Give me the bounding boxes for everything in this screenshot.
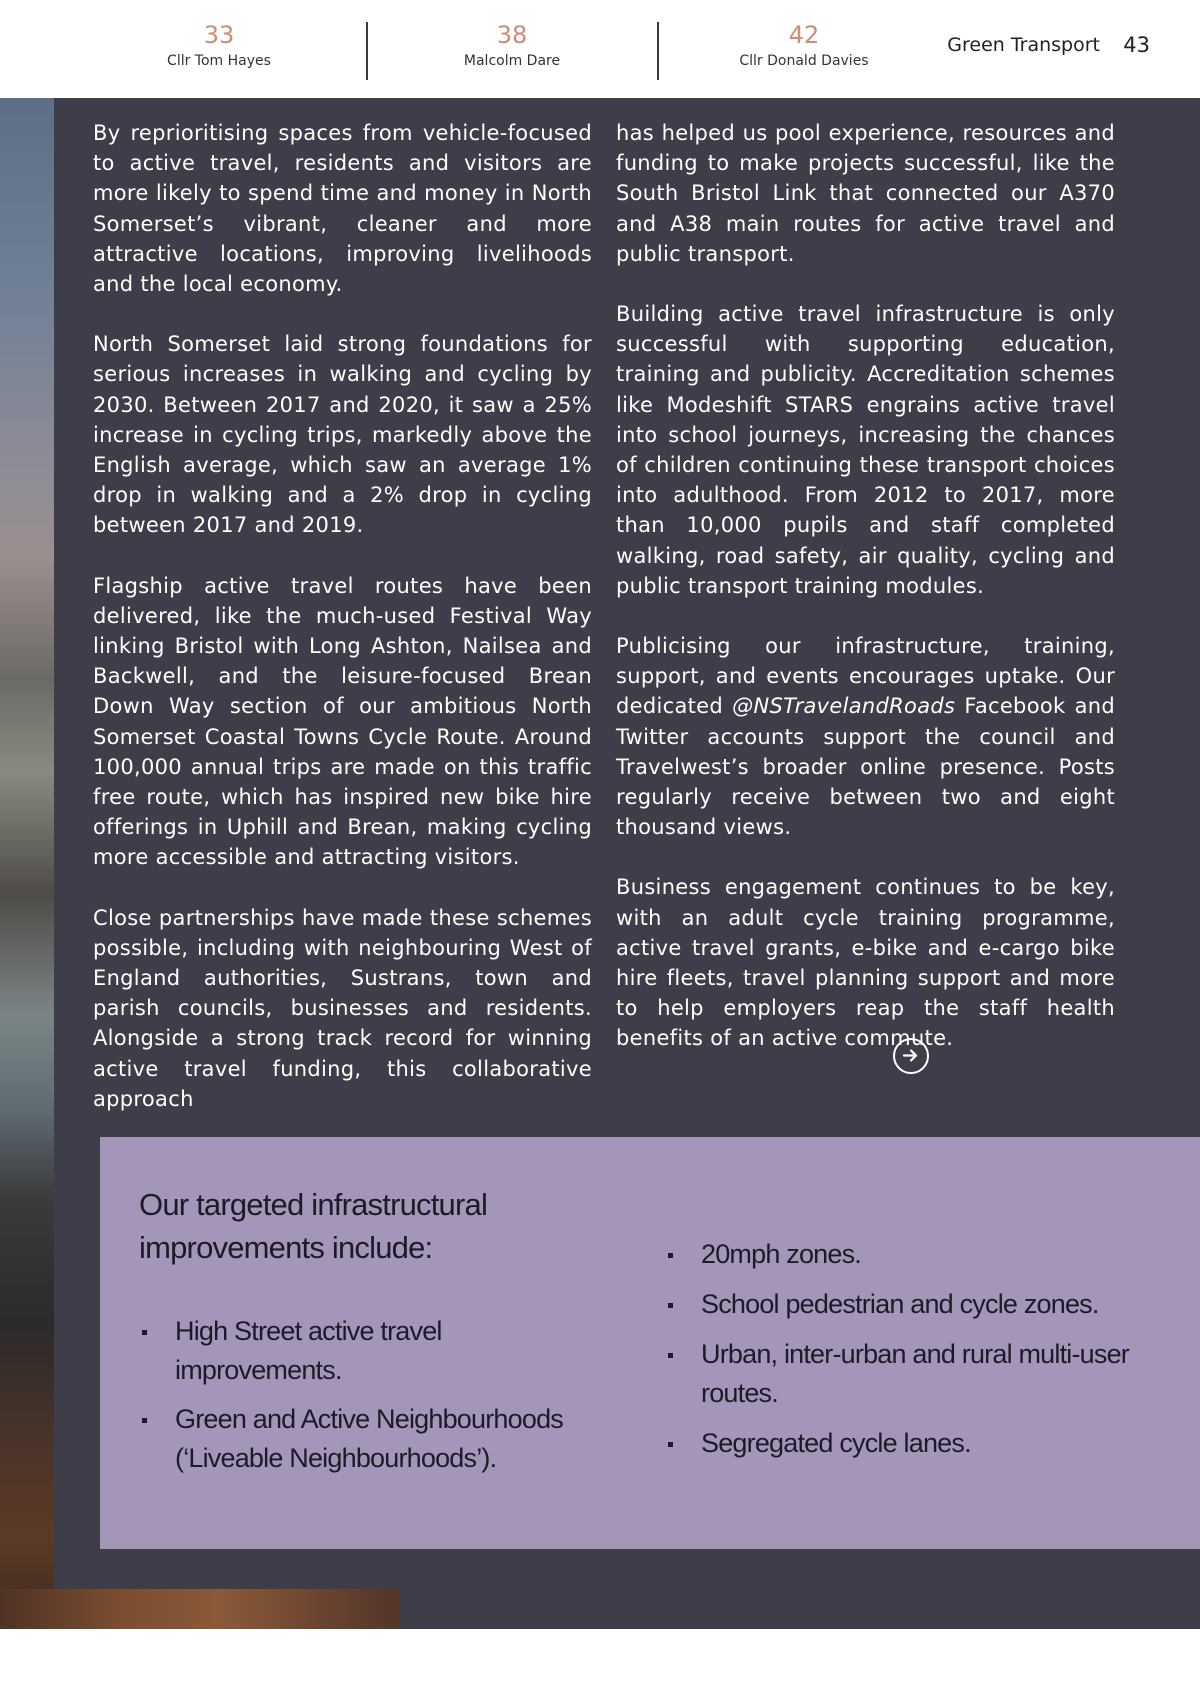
callout-title: Our targeted infrastructural improvements include: [139, 1187, 488, 1265]
background-photo-bottom [0, 1589, 400, 1629]
improvements-list-left [139, 1312, 579, 1488]
body-paragraph: By reprioritising spaces from vehicle-focused to active travel, residents and visitors are more likely to spend time and money in North Somerset’s vibrant, cleaner and more attractive locations, improving livelihoods and the local economy. [93, 121, 592, 297]
arrow-right-circle-icon[interactable] [893, 1038, 929, 1074]
body-paragraph: Flagship active travel routes have been delivered, like the much-used Festival Way linking Bristol with Long Ashton, Nailsea and Backwell, and the leisure-focused Brean Down Way section of our ambitious North Somerset Coastal Towns Cycle Route. Around 100,000 annual trips are made on this traffic free route, which has inspired new bike hire offerings in Uphill and Brean, making cycling more accessible and attracting visitors. [93, 573, 592, 870]
nav-link-1[interactable] [89, 20, 349, 70]
list-item: 20mph zones. [665, 1235, 1185, 1274]
improvements-callout [100, 1137, 1200, 1549]
list-item: Green and Active Neighbourhoods (‘Liveable Neighbourhoods’). [139, 1400, 579, 1478]
body-paragraph [616, 631, 1115, 842]
section-title: Green Transport [947, 34, 1100, 56]
nav-page-number: 42 [788, 21, 820, 49]
nav-link-3[interactable] [674, 20, 934, 70]
page-header [0, 0, 1200, 98]
background-photo [0, 98, 54, 1629]
nav-page-number: 33 [203, 21, 235, 49]
improvements-list-right [665, 1235, 1185, 1474]
nav-link-2[interactable] [382, 20, 642, 70]
list-item: Urban, inter-urban and rural multi-user routes. [665, 1335, 1185, 1413]
nav-divider [657, 22, 659, 80]
body-text: Publicising our infrastructure, training, support, and events encourages uptake. Our dedicated [616, 634, 1115, 719]
body-paragraph: Close partnerships have made these schemes possible, including with neighbouring West of England authorities, Sustrans, town and parish councils, businesses and residents. Alongside a strong track record for winning active travel funding, this collaborative approach [93, 905, 592, 1111]
list-item: High Street active travel improvements. [139, 1312, 579, 1390]
body-text: Facebook and Twitter accounts support the council and Travelwest’s broader online presence. Posts regularly receive between two and eight thousand views. [616, 694, 1115, 840]
nav-page-number: 38 [496, 21, 528, 49]
social-handle: @NSTravelandRoads [732, 694, 956, 719]
body-paragraph: Business engagement continues to be key, with an adult cycle training programme, active travel grants, e-bike and e-cargo bike hire fleets, travel planning support and more to help employers reap the staff health benefits of an active commute. [616, 875, 1115, 1051]
nav-author-name: Cllr Tom Hayes [167, 53, 271, 69]
body-paragraph: Building active travel infrastructure is only successful with supporting education, training and publicity. Accreditation schemes like Modeshift STARS engrains active travel into school journeys, increasing the chances of children continuing these transport choices into adulthood. From 2012 to 2017, more than 10,000 pupils and staff completed walking, road safety, air quality, cycling and public transport training modules. [616, 302, 1115, 598]
body-paragraph: North Somerset laid strong foundations for serious increases in walking and cycling by 2030. Between 2017 and 2020, it saw a 25% increase in cycling trips, markedly above the English average, which saw an average 1% drop in walking and a 2% drop in cycling between 2017 and 2019. [93, 332, 592, 538]
nav-divider [366, 22, 368, 80]
body-column-right [616, 118, 1115, 1084]
list-item: Segregated cycle lanes. [665, 1424, 1185, 1463]
page-number: 43 [1123, 33, 1150, 57]
list-item: School pedestrian and cycle zones. [665, 1285, 1185, 1324]
body-paragraph: has helped us pool experience, resources and funding to make projects successful, like the South Bristol Link that connected our A370 and A38 main routes for active travel and public transport. [616, 121, 1115, 266]
content-panel-bottom [400, 1589, 1200, 1629]
nav-author-name: Malcolm Dare [463, 53, 561, 69]
body-column-left [93, 118, 592, 1144]
nav-author-name: Cllr Donald Davies [739, 53, 869, 69]
